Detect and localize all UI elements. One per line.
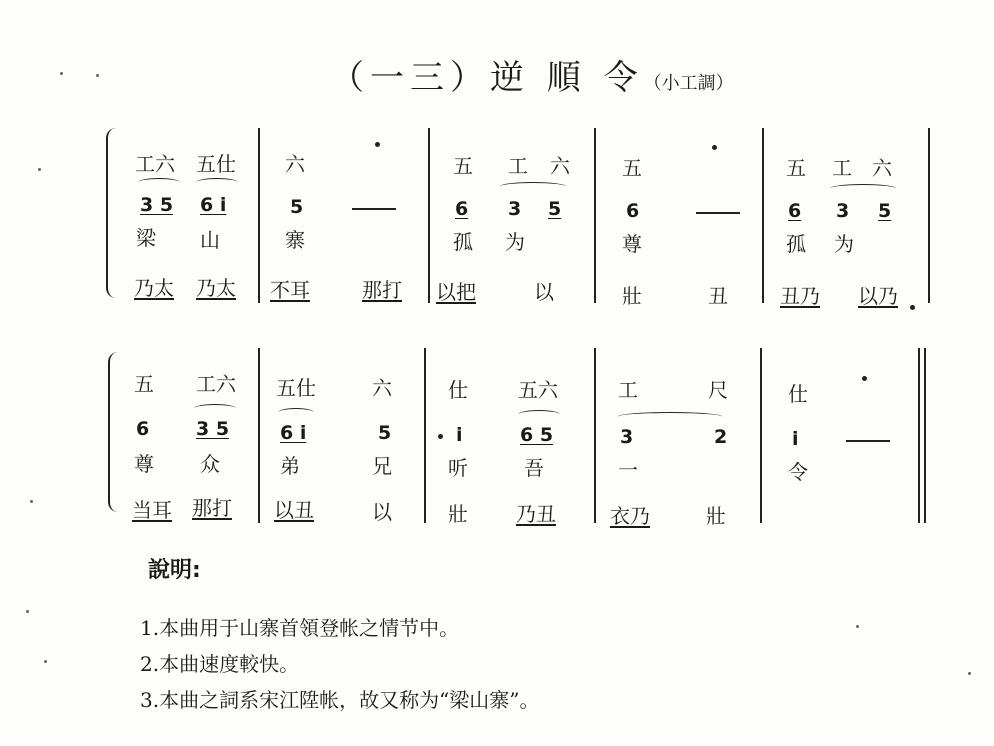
percussion-syllable: 壯 [448, 502, 468, 526]
jianpu-note: 6 [455, 198, 469, 220]
gongche-note: 工六 [196, 372, 236, 396]
scan-speck [30, 500, 33, 503]
lyric-char: 尊 [134, 452, 154, 476]
barline [762, 128, 764, 303]
system-brace [106, 128, 116, 298]
gongche-note: 六 [372, 376, 392, 400]
jianpu-note: 3 5 [196, 418, 230, 440]
final-barline [924, 348, 926, 523]
percussion-syllable: 乃太 [196, 276, 236, 300]
jianpu-note: 3 5 [140, 194, 174, 216]
extension-dash [352, 208, 396, 210]
jianpu-note: 5 [378, 422, 392, 444]
gongche-note: 工 [508, 154, 528, 178]
gongche-note: 仕 [448, 378, 468, 402]
percussion-syllable: 那打 [192, 496, 232, 520]
slur [500, 182, 566, 191]
percussion-syllable: 当耳 [132, 498, 172, 522]
gongche-note: 尺 [708, 378, 728, 402]
percussion-syllable: 以把 [436, 280, 476, 304]
jianpu-note: 5 [878, 200, 892, 222]
lyric-char: 弟 [280, 454, 300, 478]
jianpu-note: 3 [620, 426, 634, 448]
barline [424, 348, 426, 523]
scan-speck [38, 168, 41, 171]
percussion-syllable: 以乃 [858, 284, 898, 308]
lyric-char: 孤 [453, 230, 473, 254]
gongche-note: 工六 [135, 152, 175, 176]
gongche-note: 六 [872, 156, 892, 180]
percussion-syllable: 以 [534, 280, 554, 304]
gongche-note: 五仕 [276, 376, 316, 400]
extension-dash [696, 212, 740, 214]
lyric-char: 山 [200, 228, 220, 252]
end-dot [910, 305, 915, 310]
percussion-syllable: 壯 [706, 504, 726, 528]
notes-heading: 說明: [148, 558, 201, 583]
scan-speck [44, 660, 47, 663]
lyric-char: 尊 [622, 232, 642, 256]
jianpu-note: i [792, 428, 799, 450]
jianpu-note: 5 [548, 198, 562, 220]
jianpu-note: 6 5 [520, 424, 554, 446]
lyric-char: 寨 [285, 228, 305, 252]
barline [428, 128, 430, 303]
percussion-syllable: 丑 [708, 284, 728, 308]
slur [278, 408, 314, 417]
note-item: 3.本曲之詞系宋江陞帐，故又称为“梁山寨”。 [140, 688, 540, 712]
scan-speck [96, 74, 99, 77]
lyric-char: 令 [788, 460, 808, 484]
final-barline [918, 348, 920, 523]
gongche-note: 工 [832, 156, 852, 180]
scan-speck [60, 72, 63, 75]
gongche-note: 六 [550, 154, 570, 178]
lyric-char: 一 [618, 458, 638, 482]
jianpu-note: 3 [508, 198, 522, 220]
percussion-syllable: 乃太 [134, 276, 174, 300]
gongche-note: 六 [285, 152, 305, 176]
jianpu-note: 2 [714, 426, 728, 448]
slur [194, 404, 236, 413]
lyric-char: 梁 [136, 226, 156, 250]
percussion-syllable: 以丑 [274, 498, 314, 522]
gongche-note: 五仕 [196, 152, 236, 176]
gongche-note: 五 [622, 156, 642, 180]
lyric-char: 孤 [786, 232, 806, 256]
slur [138, 178, 180, 187]
gongche-note: 五 [453, 154, 473, 178]
percussion-syllable: 丑乃 [780, 284, 820, 308]
percussion-syllable: 壯 [622, 284, 642, 308]
note-item: 1.本曲用于山寨首領登帐之情节中。 [140, 616, 460, 640]
scan-speck [856, 625, 859, 628]
slur [196, 178, 238, 187]
gongche-note: 工 [618, 378, 638, 402]
gongche-note: 仕 [788, 382, 808, 406]
jianpu-note: 6 [136, 418, 150, 440]
barline [594, 128, 596, 303]
title-key: （小工調） [643, 73, 734, 94]
barline [258, 128, 260, 303]
lyric-char: 听 [448, 456, 468, 480]
jianpu-note: 5 [290, 196, 304, 218]
jianpu-note: 6 i [200, 194, 227, 216]
percussion-syllable: 以 [372, 500, 392, 524]
percussion-syllable: 衣乃 [610, 504, 650, 528]
beat-dot [375, 142, 380, 147]
jianpu-note: 3 [836, 200, 850, 222]
note-item: 2.本曲速度較快。 [140, 652, 300, 676]
lyric-char: 兄 [372, 454, 392, 478]
gongche-note: 五 [134, 372, 154, 396]
percussion-syllable: 不耳 [270, 278, 310, 302]
slur [830, 184, 896, 193]
gongche-note: 五六 [518, 378, 558, 402]
percussion-syllable: 那打 [362, 278, 402, 302]
title-main: （一三）逆 順 令 [330, 58, 644, 98]
gongche-note: 五 [786, 156, 806, 180]
jianpu-note: 6 [788, 200, 802, 222]
system-brace [108, 352, 118, 512]
scan-speck [968, 672, 971, 675]
scan-speck [26, 610, 29, 613]
barline [760, 348, 762, 523]
beat-dot [862, 376, 867, 381]
slur [518, 410, 560, 419]
barline [928, 128, 930, 303]
barline [594, 348, 596, 523]
jianpu-note: 6 [626, 200, 640, 222]
percussion-syllable: 乃丑 [516, 502, 556, 526]
slur [618, 412, 722, 421]
beat-dot [438, 434, 443, 439]
jianpu-note: i [456, 424, 463, 446]
beat-dot [712, 145, 717, 150]
lyric-char: 吾 [524, 456, 544, 480]
barline [258, 348, 260, 523]
lyric-char: 众 [200, 452, 220, 476]
lyric-char: 为 [505, 230, 525, 254]
page-title [330, 50, 734, 99]
lyric-char: 为 [834, 232, 854, 256]
extension-dash [846, 440, 890, 442]
jianpu-note: 6 i [280, 422, 307, 444]
